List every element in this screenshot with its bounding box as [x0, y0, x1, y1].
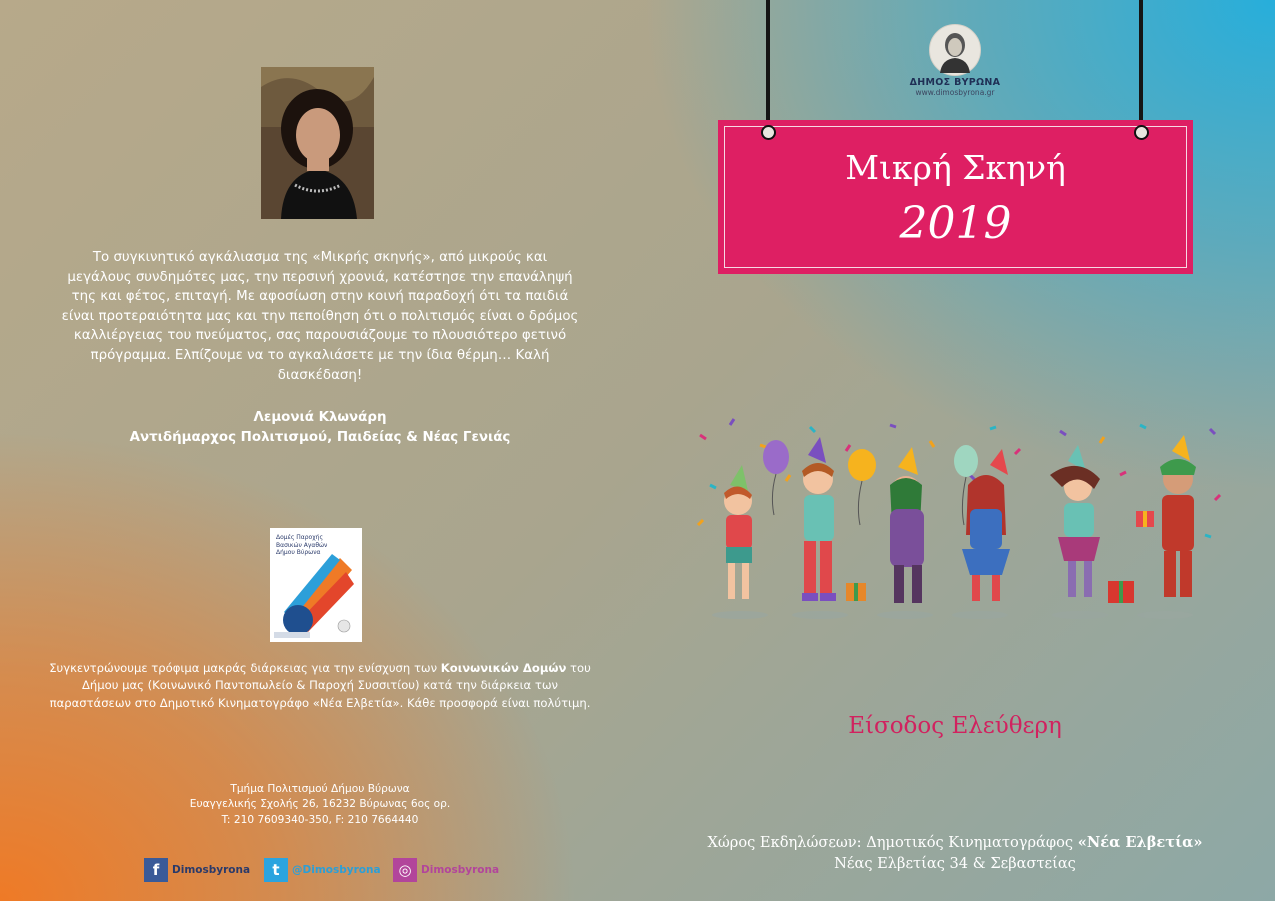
venue-name: «Νέα Ελβετία»: [1077, 834, 1203, 851]
sign-hook-right: [1134, 125, 1149, 140]
logo-url: www.dimosbyrona.gr: [915, 88, 995, 97]
facebook-link[interactable]: f Dimosbyrona: [144, 857, 250, 883]
address-line: Ευαγγελικής Σχολής 26, 16232 Βύρωνας 6ος ορ.: [189, 798, 451, 811]
instagram-link[interactable]: ◎ Dimosbyrona: [393, 857, 499, 883]
venue-line-1: Χώρος Εκδηλώσεων: Δημοτικός Κινηματογράφος «Νέα Ελβετία»: [707, 834, 1203, 851]
kid-2: [802, 437, 836, 601]
kid-3: [890, 447, 924, 603]
twitter-icon: t: [264, 858, 288, 882]
address-line: Τμήμα Πολιτισμού Δήμου Βύρωνα: [230, 783, 410, 795]
twitter-link[interactable]: t @Dimosbyrona: [264, 857, 381, 883]
facebook-icon: f: [144, 858, 168, 882]
logo-name: ΔΗΜΟΣ ΒΥΡΩΝΑ: [909, 77, 1001, 88]
byron-portrait-icon: [929, 24, 981, 76]
shadows: [712, 611, 1193, 619]
social-structures-logo: [270, 528, 362, 642]
vice-mayor-photo: [261, 67, 374, 219]
event-title: Μικρή Σκηνή: [845, 148, 1066, 187]
party-kids-illustration: [690, 415, 1230, 625]
kid-1: [724, 465, 752, 599]
venue-info: [690, 832, 1220, 874]
kid-6: [1136, 435, 1196, 597]
contact-address: [140, 782, 500, 828]
instagram-icon: ◎: [393, 858, 417, 882]
intro-paragraph: Το συγκινητικό αγκάλιασμα της «Μικρής σκηνής», από μικρούς και μεγάλους συνδημότες μας, την περσινή χρονιά, κατέστησε την επανάληψή της και φέτος, επιταγή. Με αφοσίωση στην κοινή παραδοχή ότι τα παιδιά είναι προτεραιότητα μας και την πεποίθηση ότι ο πολιτισμός είναι ο δρόμος καλλιέργειας του πνεύματος, σας παρουσιάζουμε το πλουσιότερο φετινό πρόγραμμα. Ελπίζουμε να το αγκαλιάσετε με την ίδια θέρμη… Καλή διασκέδαση!: [61, 250, 579, 383]
venue-line-2: Νέας Ελβετίας 34 & Σεβαστείας: [834, 855, 1076, 872]
address-line: T: 210 7609340-350, F: 210 7664440: [221, 813, 419, 826]
signature-block: [60, 408, 580, 447]
event-year: 2019: [899, 198, 1012, 249]
sign-hook-left: [761, 125, 776, 140]
kid-5: [1050, 445, 1100, 597]
social-structures-bold: Κοινωνικών Δομών: [440, 661, 567, 675]
balloons: [763, 440, 978, 525]
swoosh-graphic: [270, 528, 362, 642]
signer-title: Αντιδήμαρχος Πολιτισμού, Παιδείας & Νέας Γενιάς: [129, 429, 511, 445]
free-entry-label: Είσοδος Ελεύθερη: [848, 713, 1062, 739]
structure-box-text: Δομές Παροχής Βασικών Αγαθών Δήμου Βύρωνα: [276, 534, 328, 556]
sign-rope-right: [1139, 0, 1143, 132]
municipality-logo: [900, 24, 1010, 97]
event-sign: [718, 120, 1193, 274]
signer-name: Λεμονιά Κλωνάρη: [253, 410, 387, 425]
food-collection-notice: Συγκεντρώνουμε τρόφιμα μακράς διάρκειας για την ενίσχυση των Κοινωνικών Δομών του Δήμου μας (Κοινωνικό Παντοπωλείο & Παροχή Συσσιτίου) κατά την διάρκεια των παραστάσεων στο Δημοτικό Κινηματογράφο «Νέα Ελβετία». Κάθε προσφορά είναι πολύτιμη.: [49, 661, 591, 710]
sign-rope-left: [766, 0, 770, 132]
